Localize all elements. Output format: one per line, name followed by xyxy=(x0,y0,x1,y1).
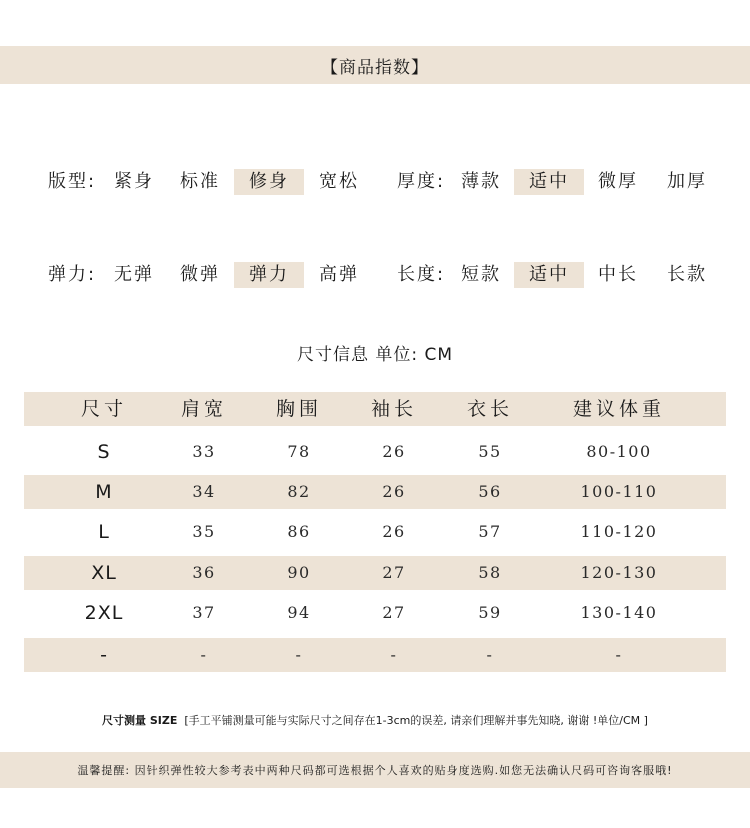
elasticity-option-slight: 微弹 xyxy=(180,264,220,285)
header-size: 尺寸 xyxy=(80,398,127,420)
chest-cell: 82 xyxy=(287,482,311,501)
sleeve-cell: 26 xyxy=(382,482,406,501)
fit-option-tight: 紧身 xyxy=(114,171,154,192)
size-cell: 2XL xyxy=(84,602,124,624)
size-info-heading: 尺寸信息 单位: CM xyxy=(296,345,454,365)
weight-cell: 80-100 xyxy=(586,442,652,461)
length-option-long: 长款 xyxy=(667,264,707,285)
table-row xyxy=(24,515,726,549)
chest-cell: 90 xyxy=(287,563,311,582)
weight-cell: 100-110 xyxy=(580,482,658,501)
size-cell: S xyxy=(97,441,111,463)
size-cell: M xyxy=(95,481,113,503)
chest-cell: 86 xyxy=(287,522,311,541)
shoulder-cell: 35 xyxy=(192,522,216,541)
thickness-option-thin: 薄款 xyxy=(461,171,501,192)
table-row xyxy=(24,638,726,672)
header-weight: 建议体重 xyxy=(572,398,665,420)
size-cell: - xyxy=(100,644,108,666)
size-cell: L xyxy=(98,521,110,543)
length-option-medium-selected: 适中 xyxy=(514,262,584,288)
measurement-note-text: [手工平铺测量可能与实际尺寸之间存在1-3cm的误差, 请亲们理解并事先知晓, 谢谢 !单位/CM ] xyxy=(184,714,648,727)
length-cell: 57 xyxy=(478,522,502,541)
elasticity-option-high: 高弹 xyxy=(319,264,359,285)
header-shoulder: 肩宽 xyxy=(180,398,227,420)
shoulder-cell: 36 xyxy=(192,563,216,582)
weight-cell: 120-130 xyxy=(580,563,658,582)
length-label: 长度: xyxy=(397,264,446,285)
thickness-label: 厚度: xyxy=(397,171,446,192)
length-option-mid-long: 中长 xyxy=(598,264,638,285)
sleeve-cell: 27 xyxy=(382,563,406,582)
table-header-row xyxy=(24,392,726,426)
measurement-note xyxy=(0,712,750,728)
shoulder-cell: 37 xyxy=(192,603,216,622)
chest-cell: 94 xyxy=(287,603,311,622)
shoulder-cell: 34 xyxy=(192,482,216,501)
sleeve-cell: 26 xyxy=(382,442,406,461)
elasticity-option-stretch-selected: 弹力 xyxy=(234,262,304,288)
measurement-note-label: 尺寸测量 SIZE xyxy=(102,714,178,727)
fit-label: 版型: xyxy=(48,171,97,192)
length-cell: 56 xyxy=(478,482,502,501)
thickness-option-thick: 加厚 xyxy=(667,171,707,192)
length-cell: 59 xyxy=(478,603,502,622)
header-chest: 胸围 xyxy=(275,398,322,420)
shoulder-cell: - xyxy=(200,645,208,664)
thickness-option-slightly-thick: 微厚 xyxy=(598,171,638,192)
title-band xyxy=(0,46,750,84)
elasticity-label: 弹力: xyxy=(48,264,97,285)
sleeve-cell: - xyxy=(390,645,398,664)
fit-option-slim-selected: 修身 xyxy=(234,169,304,195)
section-title: 【商品指数】 xyxy=(321,57,429,78)
length-cell: 58 xyxy=(478,563,502,582)
header-sleeve: 袖长 xyxy=(370,398,417,420)
sleeve-cell: 27 xyxy=(382,603,406,622)
size-cell: XL xyxy=(91,562,117,584)
size-tip-text: 温馨提醒: 因针织弹性较大参考表中两种尺码都可选根据个人喜欢的贴身度选购.如您无法确认尺码可咨询客服哦! xyxy=(77,764,673,777)
index-row-elasticity-length xyxy=(0,262,750,288)
weight-cell: 110-120 xyxy=(580,522,658,541)
table-row xyxy=(24,435,726,469)
chest-cell: - xyxy=(295,645,303,664)
length-option-short: 短款 xyxy=(461,264,501,285)
thickness-option-medium-selected: 适中 xyxy=(514,169,584,195)
length-cell: - xyxy=(486,645,494,664)
sleeve-cell: 26 xyxy=(382,522,406,541)
fit-option-loose: 宽松 xyxy=(319,171,359,192)
tip-band xyxy=(0,752,750,788)
table-row xyxy=(24,596,726,630)
shoulder-cell: 33 xyxy=(192,442,216,461)
header-length: 衣长 xyxy=(466,398,513,420)
weight-cell: 130-140 xyxy=(580,603,658,622)
weight-cell: - xyxy=(615,645,623,664)
table-row xyxy=(24,556,726,590)
chest-cell: 78 xyxy=(287,442,311,461)
index-row-fit-thickness xyxy=(0,169,750,195)
table-row xyxy=(24,475,726,509)
length-cell: 55 xyxy=(478,442,502,461)
elasticity-option-none: 无弹 xyxy=(114,264,154,285)
fit-option-standard: 标准 xyxy=(180,171,220,192)
